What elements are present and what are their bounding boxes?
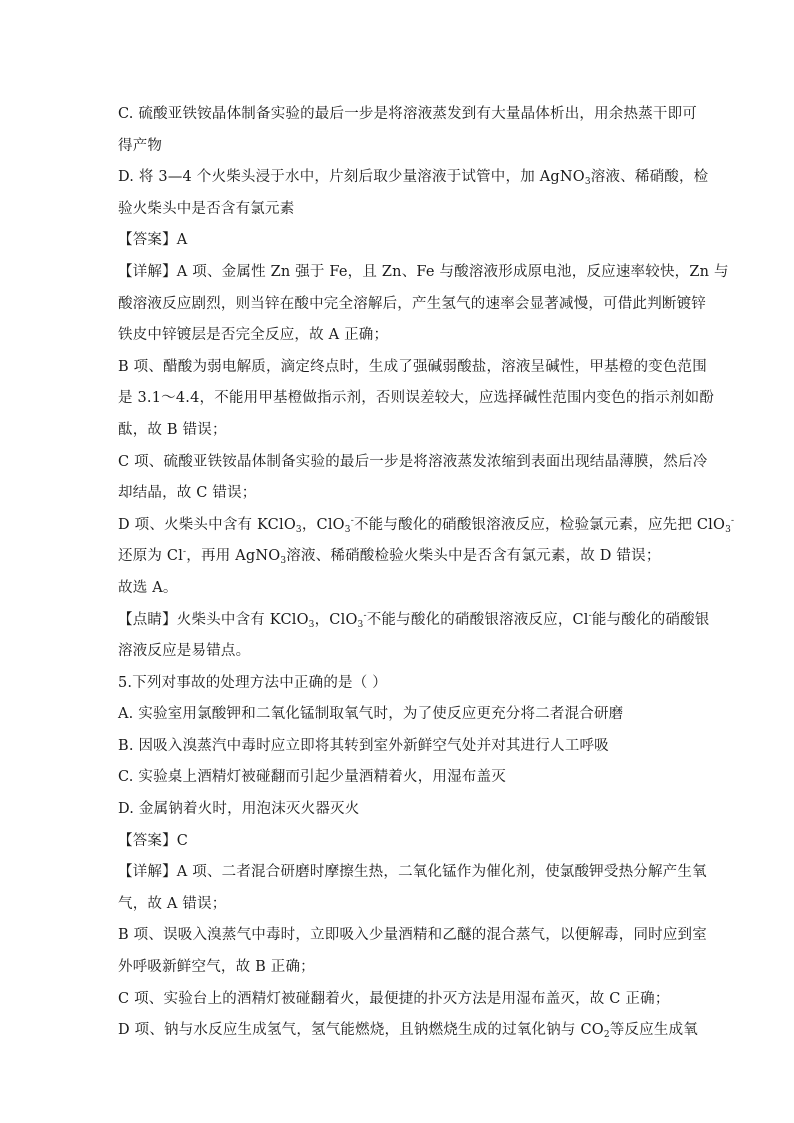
q5-detail-line6 <box>118 1015 698 1047</box>
q4-detail-line8: 却结晶，故 C 错误； <box>118 485 257 502</box>
text-segment: ，ClO <box>314 611 358 628</box>
subscript: 3 <box>725 524 732 535</box>
text-segment: D 项、火柴头中含有 KClO <box>118 516 296 533</box>
q5-option-a: A. 实验室用氯酸钾和二氧化锰制取氧气时，为了使反应更充分将二者混合研磨 <box>118 706 624 723</box>
q4-tip-line1 <box>118 605 710 637</box>
subscript: 2 <box>603 1030 610 1041</box>
q5-detail-line1: 【详解】A 项、二者混合研磨时摩擦生热，二氧化锰作为催化剂，使氯酸钾受热分解产生氧 <box>118 864 707 881</box>
text-segment: ，再用 AgNO <box>186 548 281 565</box>
superscript: - <box>588 610 592 621</box>
q4-option-c-line2: 得产物 <box>118 137 163 154</box>
text-segment: ，ClO <box>301 516 345 533</box>
text-segment: D. 将 3—4 个火柴头浸于水中，片刻后取少量溶液于试管中，加 AgNO <box>118 169 585 186</box>
subscript: 3 <box>308 619 315 630</box>
q5-detail-line5: C 项、实验台上的酒精灯被碰翻着火，最便捷的扑灭方法是用湿布盖灭，故 C 正确； <box>118 990 670 1007</box>
text-segment: 不能与酸化的硝酸银溶液反应，检验氯元素，应先把 ClO <box>353 516 726 533</box>
subscript: 3 <box>344 524 351 535</box>
q4-option-d-line2: 验火柴头中是否含有氯元素 <box>118 200 295 217</box>
subscript: 3 <box>280 556 287 567</box>
q5-option-d: D. 金属钠着火时，用泡沫灭火器灭火 <box>118 801 360 818</box>
q5-detail-line2: 气，故 A 错误； <box>118 895 227 912</box>
q4-detail-line7: C 项、硫酸亚铁铵晶体制备实验的最后一步是将溶液蒸发浓缩到表面出现结晶薄膜，然后冷 <box>118 453 708 470</box>
text-segment: 【点睛】火柴头中含有 KClO <box>118 611 309 628</box>
text-segment: D 项、钠与水反应生成氢气，氢气能燃烧，且钠燃烧生成的过氧化钠与 CO <box>118 1022 604 1039</box>
q4-tip-line2: 溶液反应是易错点。 <box>118 643 251 660</box>
q4-answer: 【答案】A <box>118 232 188 249</box>
q4-detail-line9 <box>118 510 735 542</box>
q4-detail-line3: 铁皮中锌镀层是否完全反应，故 A 正确； <box>118 327 389 344</box>
text-segment: 等反应生成氧 <box>609 1022 698 1039</box>
text-segment: 还原为 Cl <box>118 548 184 565</box>
text-segment: 能与酸化的硝酸银 <box>591 611 710 628</box>
text-segment: 不能与酸化的硝酸银溶液反应，Cl <box>366 611 589 628</box>
q4-option-c-line1: C. 硫酸亚铁铵晶体制备实验的最后一步是将溶液蒸发到有大量晶体析出，用余热蒸干即可 <box>118 106 697 122</box>
q4-detail-line5: 是 3.1～4.4，不能用甲基橙做指示剂，否则误差较大，应选择碱性范围内变色的指示剂如酚 <box>118 390 715 407</box>
q4-detail-line4: B 项、醋酸为弱电解质，滴定终点时，生成了强碱弱酸盐，溶液呈碱性，甲基橙的变色范围 <box>118 358 707 375</box>
q4-detail-line1: 【详解】A 项、金属性 Zn 强于 Fe，且 Zn、Fe 与酸溶液形成原电池，反应速率较快，Zn 与 <box>118 263 729 280</box>
text-segment: 溶液、稀硝酸，检 <box>590 169 709 186</box>
q4-option-d-line1 <box>118 162 709 194</box>
q4-detail-line6: 酞，故 B 错误； <box>118 421 227 438</box>
superscript: - <box>731 515 735 526</box>
q4-detail-line10 <box>118 541 678 573</box>
superscript: - <box>363 610 367 621</box>
subscript: 3 <box>357 619 364 630</box>
q5-stem: 5.下列对事故的处理方法中正确的是（ ） <box>118 674 387 691</box>
subscript: 3 <box>584 177 591 188</box>
superscript: - <box>350 515 354 526</box>
q5-option-b: B. 因吸入溴蒸汽中毒时应立即将其转到室外新鲜空气处并对其进行人工呼吸 <box>118 737 609 754</box>
q5-detail-line4: 外呼吸新鲜空气，故 B 正确； <box>118 959 315 976</box>
q5-detail-line3: B 项、误吸入溴蒸气中毒时，立即吸入少量酒精和乙醚的混合蒸气，以便解毒，同时应到室 <box>118 927 707 944</box>
q5-option-c: C. 实验桌上酒精灯被碰翻而引起少量酒精着火，用湿布盖灭 <box>118 769 506 786</box>
q5-answer: 【答案】C <box>118 832 189 849</box>
document-page <box>118 99 735 1047</box>
subscript: 3 <box>295 524 302 535</box>
q4-conclusion: 故选 A。 <box>118 579 178 596</box>
q4-detail-line2: 酸溶液反应剧烈，则当锌在酸中完全溶解后，产生氢气的速率会显著减慢，可借此判断镀锌 <box>118 295 706 312</box>
superscript: - <box>183 547 187 558</box>
text-segment: 溶液、稀硝酸检验火柴头中是否含有氯元素，故 D 错误； <box>286 548 661 565</box>
